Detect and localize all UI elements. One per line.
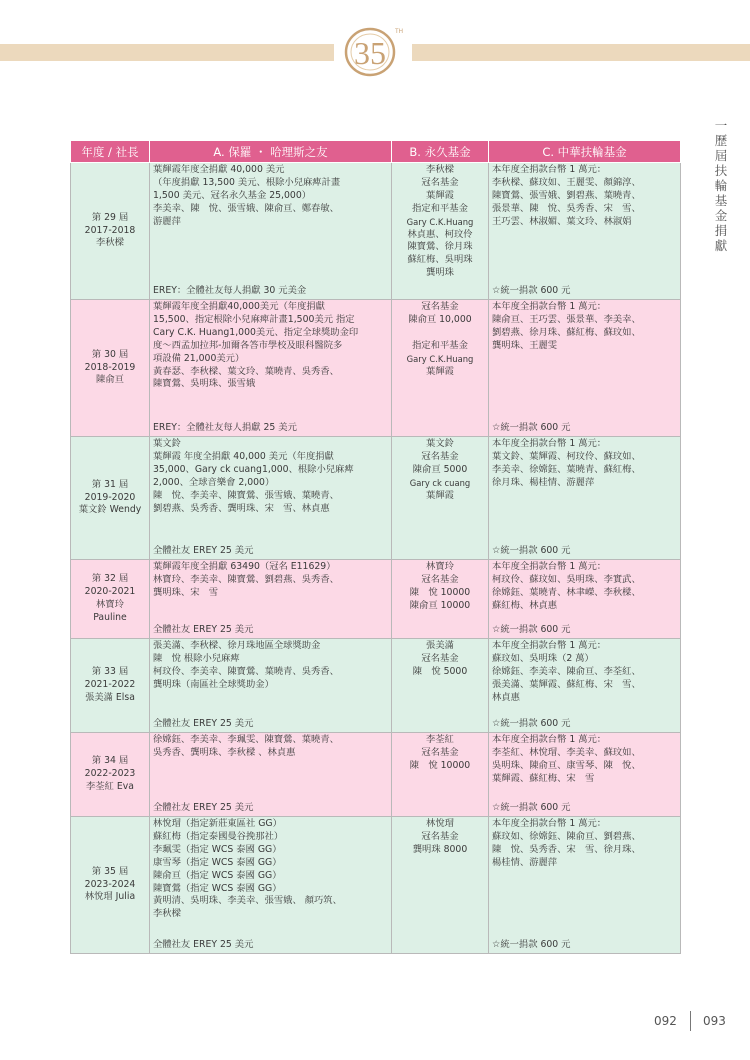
donation-line: 龔明珠、宋 雪 [153,586,219,598]
chinese-rotary-fund-cell [489,437,681,560]
year-line: 第 30 屆 [91,348,129,360]
fund-line: 龔明珠 [426,267,454,279]
year-line: 第 31 屆 [91,478,129,490]
logo-number: 35 [354,35,386,71]
erey-note: 全體社友 EREY 25 美元 [153,939,254,951]
paul-harris-cell [150,639,392,733]
page-number-right: 093 [703,1014,726,1028]
donation-line: 1,500 美元、冠名永久基金 25,000） [153,189,312,201]
fund-line: 冠名基金 [421,450,459,462]
table-row [71,639,681,733]
year-line: 李秋樑 [96,237,124,249]
erey-note: 全體社友 EREY 25 美元 [153,545,254,557]
fund-line: 指定和平基金 [412,202,468,214]
donation-line: 15,500、指定根除小兒麻痺計畫1,500美元 指定 [153,313,355,325]
donor-line: 李秋樑、蘇玟如、王麗雯、顏錦淳、 [492,176,641,188]
fund-line: 指定和平基金 [412,339,468,351]
donor-line: 葉文鈴、葉輝霞、柯玟伶、蘇玟如、 [492,450,641,462]
donor-line: 本年度全捐款台幣 1 萬元： [492,818,607,829]
permanent-fund-cell [392,560,489,639]
donor-line: 徐月珠、楊桂情、游麗萍 [492,476,595,488]
fund-line: 冠名基金 [421,301,459,312]
donation-line: 2,000、全球音樂會 2,000） [153,476,275,488]
donor-line: 本年度全捐款台幣 1 萬元： [492,734,607,745]
fund-line: Gary C.K.Huang [406,353,474,364]
erey-note: EREY：全體社友每人捐獻 30 元美金 [153,285,307,297]
fund-line: 葉輝霞 [426,189,454,201]
fund-line: 李秋樑 [426,164,454,175]
table-header-row [71,141,681,163]
page-divider [690,1011,691,1031]
fund-line: 冠名基金 [421,746,459,758]
donation-line: 李珮雯（指定 WCS 泰國 GG） [153,843,282,855]
fund-line: 林貞惠、柯玟伶 [407,228,473,240]
fund-line: 李荃紅 [426,734,454,745]
year-president-cell [71,817,150,954]
chinese-rotary-fund-cell [489,300,681,437]
fund-line: Gary C.K.Huang [406,216,474,227]
fund-line: 葉文鈴 [426,438,454,449]
donation-line: 吳秀香、龔明珠、李秋樑 、林貞惠 [153,746,296,758]
donation-line: 陳俞亘（指定 WCS 泰國 GG） [153,869,282,881]
fund-line: 陳 悅 10000 [409,759,471,771]
table-row [71,817,681,954]
donor-line: 本年度全捐款台幣 1 萬元： [492,640,607,651]
unified-donation-note: ☆統一捐款 600 元 [492,624,571,636]
donor-line: 徐嫦鈺、葉曉青、林聿嶸、李秋樑、 [492,586,641,598]
year-line: 2023-2024 [84,878,136,890]
donation-line: 葉輝霞年度全捐獻 63490（冠名 E11629） [153,561,336,572]
fund-line: 葉輝霞 [426,489,454,501]
year-president-cell [71,437,150,560]
table-row [71,163,681,300]
paul-harris-cell [150,817,392,954]
donor-line: 張景華、陳 悅、吳秀香、宋 雪、 [492,202,641,214]
fund-line: 葉輝霞 [426,365,454,377]
donor-line: 李荃紅、林悅瑁、李美幸、蘇玟如、 [492,746,641,758]
paul-harris-cell [150,560,392,639]
year-line: 第 34 屆 [91,755,129,767]
donor-line: 徐嫦鈺、李美幸、陳俞亘、李荃紅、 [492,665,641,677]
donor-line: 葉輝霞、蘇紅梅、宋 雪 [492,772,595,784]
erey-note: EREY：全體社友每人捐獻 25 美元 [153,422,297,434]
unified-donation-note: ☆統一捐款 600 元 [492,939,571,951]
paul-harris-cell [150,437,392,560]
donation-line: 李秋樑 [153,908,181,920]
donor-line: 龔明珠、王麗雯 [492,339,558,351]
header-year-president: 年度 / 社長 [71,141,150,163]
paul-harris-cell [150,733,392,817]
year-president-cell [71,300,150,437]
table-row [71,733,681,817]
year-president-cell [71,163,150,300]
donation-line: 徐嫦鈺、李美幸、李珮雯、陳寶鶯、葉曉青、 [153,734,339,745]
table-row [71,560,681,639]
erey-note: 全體社友 EREY 25 美元 [153,718,254,730]
year-line: 2021-2022 [84,679,136,691]
fund-line: 陳 悅 10000 [409,586,471,598]
donation-line: 葉輝霞 年度全捐獻 40,000 美元（年度捐獻 [153,450,334,462]
donor-line: 本年度全捐款台幣 1 萬元： [492,164,607,175]
donation-line: 35,000、Gary ck cuang1,000、根除小兒麻痺 [153,463,354,475]
donor-line: 劉碧燕、徐月珠、蘇紅梅、蘇玟如、 [492,326,641,338]
unified-donation-note: ☆統一捐款 600 元 [492,802,571,814]
donation-line: 葉輝霞年度全捐獻40,000美元（年度捐獻 [153,301,325,312]
year-president-cell [71,639,150,733]
donation-line: 劉碧燕、吳秀香、龔明珠、宋 雪、林貞惠 [153,502,330,514]
year-line: 第 32 屆 [91,573,129,585]
permanent-fund-cell [392,817,489,954]
year-line: 陳俞亘 [96,374,124,386]
header-band-left [0,44,334,61]
header-permanent-fund: B. 永久基金 [392,141,489,163]
year-line: 張美滿 Elsa [85,691,135,703]
erey-note: 全體社友 EREY 25 美元 [153,624,254,636]
fund-line: 林悅瑁 [426,818,454,829]
donor-line: 張美滿、葉輝霞、蘇紅梅、宋 雪、 [492,678,641,690]
paul-harris-cell [150,163,392,300]
donation-line: （年度捐獻 13,500 美元、根除小兒麻痺計畫 [153,176,341,188]
year-line: 李荃紅 Eva [86,780,134,792]
donor-line: 柯玟伶、蘇玟如、吳明珠、李實武、 [492,573,641,585]
permanent-fund-cell [392,300,489,437]
year-line: 2018-2019 [84,361,136,373]
fund-line: 冠名基金 [421,830,459,842]
fund-line: 蘇紅梅、吳明珠 [407,254,473,266]
year-line: 第 35 屆 [91,865,129,877]
donor-line: 陳 悅、吳秀香、宋 雪、徐月珠、 [492,843,641,855]
donation-line: 柯玟伶、李美幸、陳寶鶯、葉曉青、吳秀香、 [153,665,339,677]
donor-line: 蘇玟如、吳明珠（2 萬） [492,652,594,664]
donation-line: 林悅瑁（指定新莊東區社 GG） [153,818,282,829]
donation-line: 游麗萍 [153,215,181,227]
fund-line: 陳俞亘 10000 [409,599,471,611]
chinese-rotary-fund-cell [489,817,681,954]
donation-line: 蘇紅梅（指定泰國曼谷挽那社） [153,830,284,842]
year-line: 林悅瑁 Julia [84,891,136,903]
donation-line: 度～西孟加拉邦-加爾各答市學校及眼科醫院多 [153,339,343,351]
donation-line: 林寶玲、李美幸、陳寶鶯、劉碧燕、吳秀香、 [153,573,339,585]
donor-line: 王巧雲、林淑媚、葉文玲、林淑娟 [492,215,632,227]
donation-line: 陳 悅 根除小兒麻痺 [153,652,240,664]
fund-line: 陳 悅 5000 [412,665,468,677]
donation-line: 康雪琴（指定 WCS 泰國 GG） [153,856,282,868]
unified-donation-note: ☆統一捐款 600 元 [492,545,571,557]
donation-line: 葉輝霞年度全捐獻 40,000 美元 [153,164,285,175]
header-chinese-rotary-fund: C. 中華扶輪基金 [489,141,681,163]
fund-line: 冠名基金 [421,176,459,188]
donor-line: 陳俞亘、王巧雲、張景華、李美幸、 [492,313,641,325]
fund-line: 林寶玲 [426,561,454,572]
year-line: 2022-2023 [84,768,136,780]
erey-note: 全體社友 EREY 25 美元 [153,802,254,814]
donation-line: 龔明珠（南區社全球獎助金） [153,678,274,690]
year-line: Pauline [93,611,127,623]
year-line: 2017-2018 [84,224,136,236]
donor-line: 李美幸、徐嫦鈺、葉曉青、蘇紅梅、 [492,463,641,475]
year-president-cell [71,733,150,817]
donation-line: 黃明清、吳明珠、李美幸、張雪娥、 顏巧筑、 [153,895,342,907]
permanent-fund-cell [392,163,489,300]
chinese-rotary-fund-cell [489,639,681,733]
header-band-right [412,44,750,61]
year-line: 第 33 屆 [91,666,129,678]
donor-line: 本年度全捐款台幣 1 萬元： [492,438,607,449]
chinese-rotary-fund-cell [489,560,681,639]
fund-line: 陳俞亘 5000 [412,463,468,475]
unified-donation-note: ☆統一捐款 600 元 [492,422,571,434]
fund-line: Gary ck cuang [409,477,471,488]
year-line: 葉文鈴 Wendy [78,504,142,516]
permanent-fund-cell [392,639,489,733]
permanent-fund-cell [392,733,489,817]
donation-line: 項設備 21,000美元） [153,352,245,364]
unified-donation-note: ☆統一捐款 600 元 [492,285,571,297]
fund-line: 陳俞亘 10,000 [408,313,472,325]
donor-line: 陳寶鶯、張雪娥、劉碧燕、葉曉青、 [492,189,641,201]
side-section-title: 一歷屆扶輪基金捐獻 [714,118,728,253]
fund-line: 龔明珠 8000 [412,843,468,855]
table-row [71,300,681,437]
donor-line: 楊桂情、游麗萍 [492,856,558,868]
year-line: 2019-2020 [84,491,136,503]
fund-line: 冠名基金 [421,573,459,585]
fund-line: 陳寶鶯、徐月珠 [407,241,473,253]
chinese-rotary-fund-cell [489,733,681,817]
chinese-rotary-fund-cell [489,163,681,300]
header-paul-harris: A. 保羅 ・ 哈理斯之友 [150,141,392,163]
donor-line: 吳明珠、陳俞亘、康雪琴、陳 悅、 [492,759,641,771]
donation-line: 葉文鈴 [153,438,181,449]
fund-line: 張美滿 [426,640,454,651]
permanent-fund-cell [392,437,489,560]
donation-line: 黃春瑟、李秋樑、葉文玲、葉曉青、吳秀香、 [153,365,339,377]
fund-line: 冠名基金 [421,652,459,664]
year-line: 第 29 屆 [91,211,129,223]
year-line: 2020-2021 [84,586,136,598]
donation-line: 李美幸、陳 悅、張雪娥、陳俞亘、鄭春敏、 [153,202,339,214]
anniversary-logo [340,20,406,82]
unified-donation-note: ☆統一捐款 600 元 [492,718,571,730]
donor-line: 本年度全捐款台幣 1 萬元： [492,561,607,572]
logo-mark: TH [395,29,403,35]
donor-line: 蘇玟如、徐嫦鈺、陳俞亘、劉碧燕、 [492,830,641,842]
paul-harris-cell [150,300,392,437]
donor-line: 林貞惠 [492,691,520,703]
fund-line [395,327,485,340]
year-president-cell [71,560,150,639]
donor-line: 本年度全捐款台幣 1 萬元： [492,301,607,312]
year-line: 林寶玲 [96,599,124,610]
donation-line: 張美滿、李秋樑、徐月珠地區全球獎助金 [153,640,321,651]
donation-line: 陳寶鶯（指定 WCS 泰國 GG） [153,882,282,894]
donation-line: Cary C.K. Huang1,000美元、指定全球獎助金印 [153,326,359,338]
donation-table [70,140,681,954]
donation-line: 陳寶鶯、吳明珠、張雪娥 [153,378,256,390]
donation-line: 陳 悅、李美幸、陳寶鶯、張雪娥、葉曉青、 [153,489,339,501]
page-number-left: 092 [654,1014,677,1028]
donor-line: 蘇紅梅、林貞惠 [492,599,558,611]
table-row [71,437,681,560]
